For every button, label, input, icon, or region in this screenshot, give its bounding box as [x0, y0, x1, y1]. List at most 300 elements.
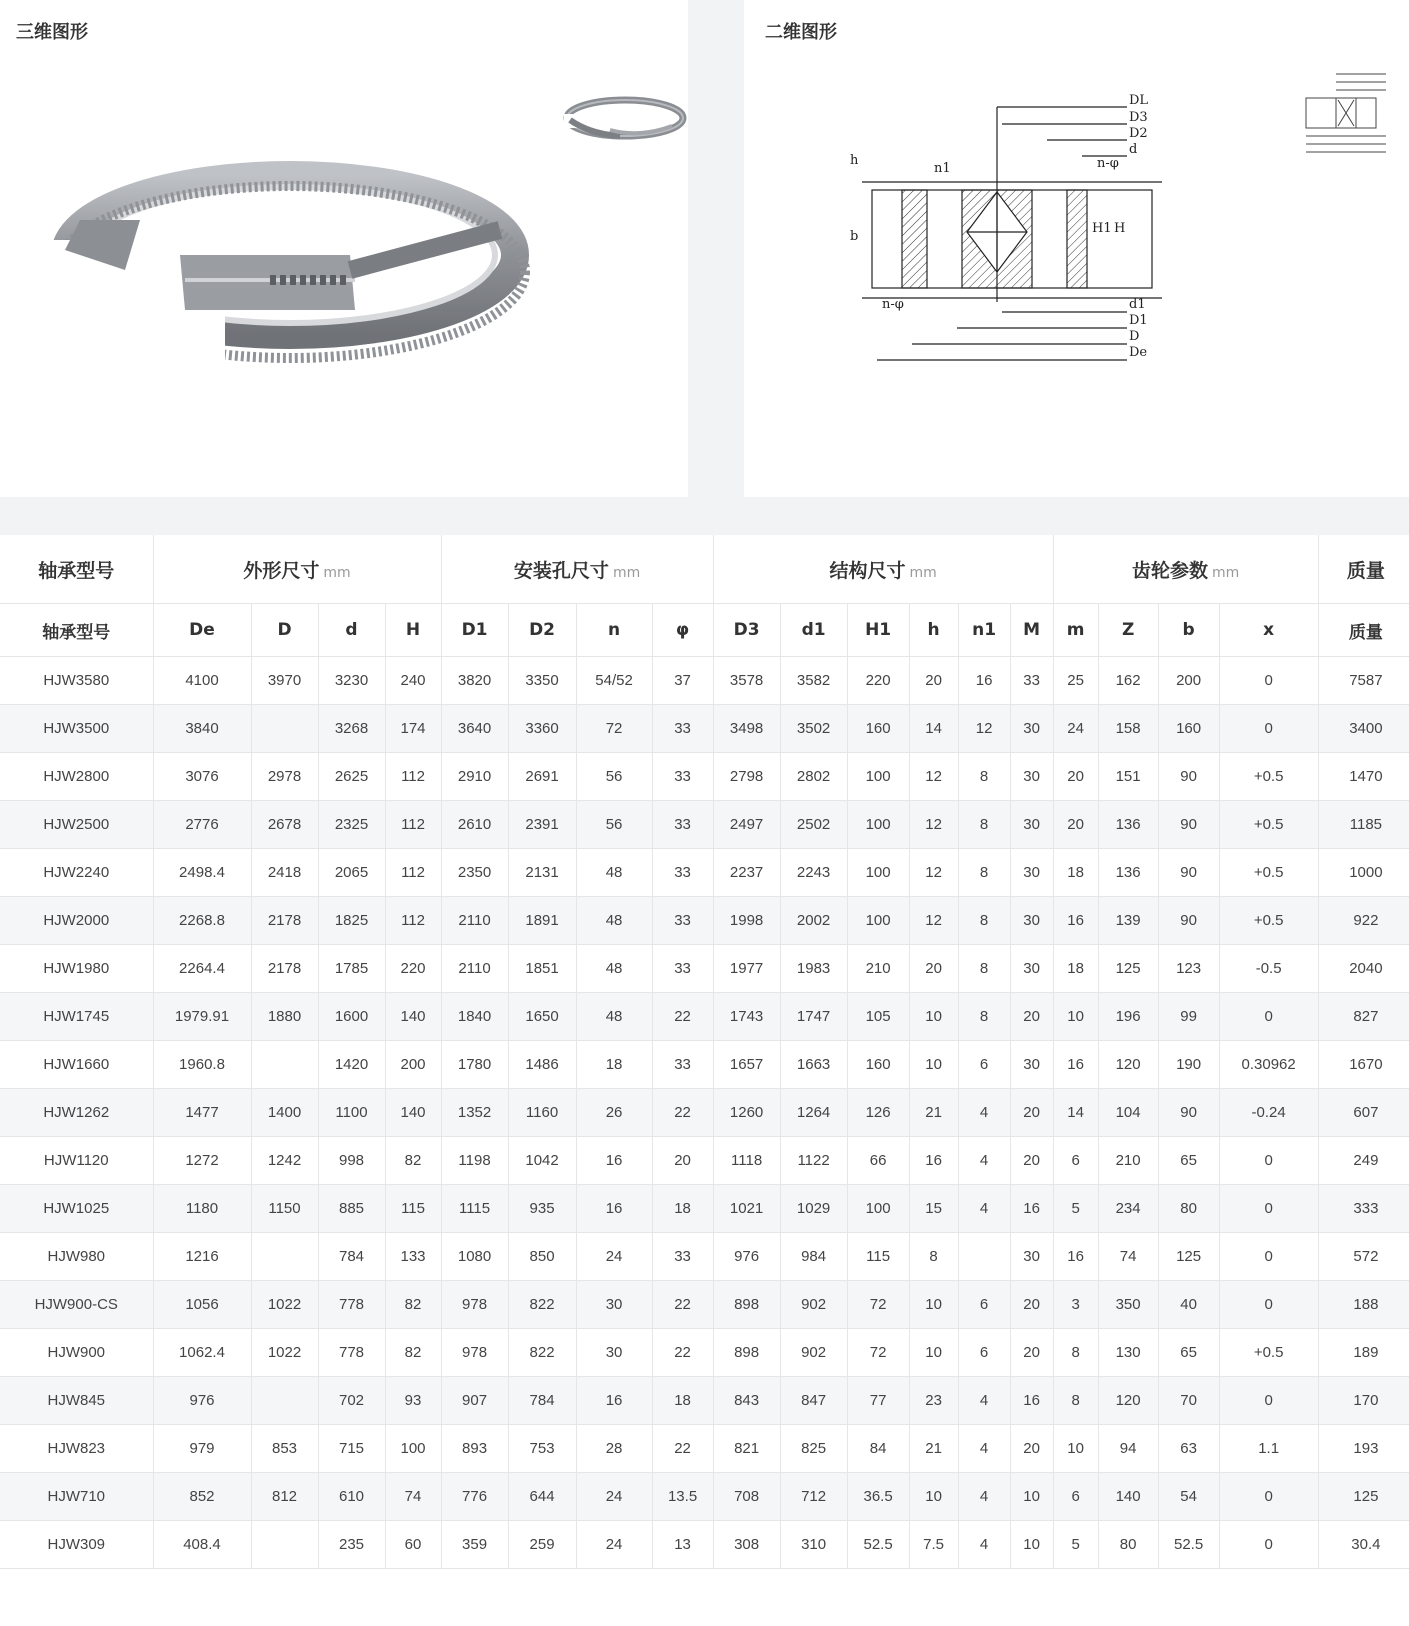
table-cell: 1663 — [780, 1041, 847, 1089]
table-cell — [958, 1233, 1010, 1281]
table-cell: 65 — [1158, 1137, 1219, 1185]
column-header: Z — [1098, 604, 1158, 657]
table-cell: 196 — [1098, 993, 1158, 1041]
table-cell: 1242 — [251, 1137, 318, 1185]
dim-label-H: H — [1114, 221, 1126, 236]
table-cell: 33 — [1010, 657, 1053, 705]
table-cell: 3268 — [318, 705, 385, 753]
table-cell: 6 — [1053, 1137, 1098, 1185]
table-cell: 852 — [153, 1473, 251, 1521]
table-cell: 1122 — [780, 1137, 847, 1185]
table-cell: 12 — [958, 705, 1010, 753]
table-cell: 2243 — [780, 849, 847, 897]
table-cell: 0 — [1219, 657, 1318, 705]
table-cell: 6 — [958, 1281, 1010, 1329]
table-cell: 3578 — [713, 657, 780, 705]
table-cell: 104 — [1098, 1089, 1158, 1137]
table-cell: 125 — [1098, 945, 1158, 993]
column-header: b — [1158, 604, 1219, 657]
column-header: D3 — [713, 604, 780, 657]
model-cell: HJW3580 — [0, 657, 153, 705]
table-cell: 30 — [1010, 753, 1053, 801]
table-cell: 4100 — [153, 657, 251, 705]
table-cell: 1264 — [780, 1089, 847, 1137]
group-header-outline: 外形尺寸 mm — [153, 535, 441, 604]
table-cell: 30.4 — [1318, 1521, 1409, 1569]
table-cell: 20 — [1053, 801, 1098, 849]
table-cell — [251, 1041, 318, 1089]
3d-thumbnail[interactable] — [560, 90, 690, 150]
table-cell: 1400 — [251, 1089, 318, 1137]
model-cell: HJW900-CS — [0, 1281, 153, 1329]
table-cell: 90 — [1158, 753, 1219, 801]
table-cell: 20 — [1010, 1281, 1053, 1329]
dim-label-n-phi-top: n-φ — [1097, 156, 1119, 171]
table-cell: 22 — [652, 1425, 713, 1473]
table-cell: 90 — [1158, 849, 1219, 897]
table-cell: 1657 — [713, 1041, 780, 1089]
table-cell: 56 — [576, 753, 652, 801]
table-cell: 4 — [958, 1473, 1010, 1521]
column-header: 质量 — [1318, 604, 1409, 657]
model-cell: HJW309 — [0, 1521, 153, 1569]
model-cell: HJW710 — [0, 1473, 153, 1521]
table-cell: 3820 — [441, 657, 508, 705]
table-row — [0, 1377, 1409, 1425]
table-cell: 1891 — [508, 897, 576, 945]
table-cell: 10 — [1010, 1521, 1053, 1569]
table-cell: 893 — [441, 1425, 508, 1473]
table-cell: 16 — [1010, 1377, 1053, 1425]
model-cell: HJW823 — [0, 1425, 153, 1473]
table-cell: 16 — [1053, 1041, 1098, 1089]
table-cell: 8 — [958, 801, 1010, 849]
table-cell: 16 — [909, 1137, 958, 1185]
table-cell: 1960.8 — [153, 1041, 251, 1089]
model-cell: HJW845 — [0, 1377, 153, 1425]
group-header-structure: 结构尺寸 mm — [713, 535, 1053, 604]
2d-figure-panel — [744, 0, 1409, 497]
table-cell: 408.4 — [153, 1521, 251, 1569]
table-cell: 2978 — [251, 753, 318, 801]
table-cell: 2802 — [780, 753, 847, 801]
table-cell: 24 — [576, 1473, 652, 1521]
table-row — [0, 1425, 1409, 1473]
table-cell: 0 — [1219, 1281, 1318, 1329]
table-cell: 33 — [652, 897, 713, 945]
table-cell: 30 — [1010, 1233, 1053, 1281]
dim-label-h: h — [850, 153, 859, 168]
table-cell: 2237 — [713, 849, 780, 897]
column-header: D — [251, 604, 318, 657]
table-cell: 15 — [909, 1185, 958, 1233]
table-cell: +0.5 — [1219, 1329, 1318, 1377]
table-cell: 100 — [847, 897, 909, 945]
table-cell: 48 — [576, 945, 652, 993]
table-cell: 0 — [1219, 1377, 1318, 1425]
table-row — [0, 705, 1409, 753]
model-cell: HJW2500 — [0, 801, 153, 849]
table-cell: 18 — [1053, 945, 1098, 993]
table-cell: 82 — [385, 1137, 441, 1185]
table-cell: 1216 — [153, 1233, 251, 1281]
table-cell: 4 — [958, 1425, 1010, 1473]
table-cell: 1600 — [318, 993, 385, 1041]
table-cell: 12 — [909, 849, 958, 897]
group-header-row — [0, 535, 1409, 604]
table-cell: 2325 — [318, 801, 385, 849]
table-cell: 2110 — [441, 945, 508, 993]
table-cell: 1160 — [508, 1089, 576, 1137]
table-cell: 33 — [652, 1041, 713, 1089]
column-header: H1 — [847, 604, 909, 657]
table-cell: 10 — [1010, 1473, 1053, 1521]
table-cell: 13 — [652, 1521, 713, 1569]
table-cell: 984 — [780, 1233, 847, 1281]
table-cell: 105 — [847, 993, 909, 1041]
table-cell: 48 — [576, 897, 652, 945]
table-cell: 18 — [652, 1185, 713, 1233]
table-cell: 160 — [1158, 705, 1219, 753]
table-cell: 16 — [576, 1185, 652, 1233]
table-cell: 1825 — [318, 897, 385, 945]
table-cell: -0.5 — [1219, 945, 1318, 993]
column-header: h — [909, 604, 958, 657]
table-cell: 10 — [1053, 1425, 1098, 1473]
table-cell: 898 — [713, 1281, 780, 1329]
table-cell: 16 — [576, 1137, 652, 1185]
column-header: 轴承型号 — [0, 604, 153, 657]
table-cell: 112 — [385, 753, 441, 801]
table-cell: 843 — [713, 1377, 780, 1425]
table-cell: 10 — [909, 1473, 958, 1521]
table-cell: 5 — [1053, 1521, 1098, 1569]
table-cell: 1470 — [1318, 753, 1409, 801]
table-cell: 74 — [1098, 1233, 1158, 1281]
table-cell: 20 — [652, 1137, 713, 1185]
table-cell: 907 — [441, 1377, 508, 1425]
table-cell: 825 — [780, 1425, 847, 1473]
table-cell: 10 — [1053, 993, 1098, 1041]
table-cell: 1185 — [1318, 801, 1409, 849]
table-cell: 1022 — [251, 1329, 318, 1377]
table-cell — [251, 1377, 318, 1425]
column-header-row — [0, 604, 1409, 657]
table-cell: 6 — [958, 1329, 1010, 1377]
table-cell: 1062.4 — [153, 1329, 251, 1377]
dim-label-D2: D2 — [1129, 126, 1148, 141]
table-cell: 0 — [1219, 1185, 1318, 1233]
table-cell: 140 — [1098, 1473, 1158, 1521]
table-cell: 1080 — [441, 1233, 508, 1281]
table-cell: 54/52 — [576, 657, 652, 705]
table-cell: 140 — [385, 1089, 441, 1137]
table-cell: 784 — [508, 1377, 576, 1425]
table-cell: 77 — [847, 1377, 909, 1425]
table-cell: 4 — [958, 1377, 1010, 1425]
table-cell: 822 — [508, 1281, 576, 1329]
table-cell: 160 — [847, 705, 909, 753]
table-cell: 0 — [1219, 1137, 1318, 1185]
table-cell: 1180 — [153, 1185, 251, 1233]
table-row — [0, 1089, 1409, 1137]
table-cell: +0.5 — [1219, 897, 1318, 945]
table-cell: 1000 — [1318, 849, 1409, 897]
table-cell: 902 — [780, 1281, 847, 1329]
table-row — [0, 801, 1409, 849]
table-cell: 8 — [958, 945, 1010, 993]
table-cell: 24 — [576, 1521, 652, 1569]
table-cell: 28 — [576, 1425, 652, 1473]
table-cell: 1100 — [318, 1089, 385, 1137]
table-cell: 978 — [441, 1329, 508, 1377]
table-cell: 125 — [1158, 1233, 1219, 1281]
table-cell: 20 — [1010, 1089, 1053, 1137]
table-cell: 136 — [1098, 801, 1158, 849]
table-cell: 65 — [1158, 1329, 1219, 1377]
column-header: De — [153, 604, 251, 657]
table-cell: 24 — [1053, 705, 1098, 753]
table-row — [0, 1473, 1409, 1521]
table-cell: 3350 — [508, 657, 576, 705]
table-cell: 162 — [1098, 657, 1158, 705]
table-cell: 898 — [713, 1329, 780, 1377]
table-cell: 2178 — [251, 897, 318, 945]
table-cell: 200 — [385, 1041, 441, 1089]
group-header-mounting: 安装孔尺寸 mm — [441, 535, 713, 604]
table-cell: 125 — [1318, 1473, 1409, 1521]
dim-label-n-phi-bottom: n-φ — [882, 297, 904, 312]
section-gap — [0, 497, 1409, 535]
table-cell: 80 — [1098, 1521, 1158, 1569]
table-cell: 259 — [508, 1521, 576, 1569]
table-cell: 10 — [909, 1329, 958, 1377]
table-cell: 151 — [1098, 753, 1158, 801]
table-cell: 100 — [847, 849, 909, 897]
table-cell: 4 — [958, 1089, 1010, 1137]
table-cell: 60 — [385, 1521, 441, 1569]
table-cell: 10 — [909, 1041, 958, 1089]
table-cell: 8 — [958, 897, 1010, 945]
table-cell: 100 — [847, 1185, 909, 1233]
table-row — [0, 1185, 1409, 1233]
table-cell: 82 — [385, 1281, 441, 1329]
table-cell: 115 — [847, 1233, 909, 1281]
table-cell: 26 — [576, 1089, 652, 1137]
2d-thumbnail[interactable] — [1296, 72, 1388, 158]
table-cell: 220 — [847, 657, 909, 705]
table-cell: 112 — [385, 897, 441, 945]
table-cell: 210 — [1098, 1137, 1158, 1185]
2d-figure-title: 二维图形 — [765, 22, 837, 43]
table-cell: 8 — [958, 993, 1010, 1041]
table-cell: 30 — [1010, 1041, 1053, 1089]
table-cell: 112 — [385, 849, 441, 897]
table-cell: 12 — [909, 753, 958, 801]
table-row — [0, 945, 1409, 993]
table-cell: 20 — [1010, 1137, 1053, 1185]
table-cell: 1118 — [713, 1137, 780, 1185]
table-cell: 80 — [1158, 1185, 1219, 1233]
table-cell: 188 — [1318, 1281, 1409, 1329]
table-cell: 23 — [909, 1377, 958, 1425]
table-row — [0, 1521, 1409, 1569]
table-cell: 1198 — [441, 1137, 508, 1185]
table-cell: 4 — [958, 1137, 1010, 1185]
table-cell: 0 — [1219, 1233, 1318, 1281]
table-cell: 20 — [1010, 993, 1053, 1041]
table-cell: 2065 — [318, 849, 385, 897]
table-cell: 136 — [1098, 849, 1158, 897]
figure-area — [0, 0, 1409, 497]
table-cell: 126 — [847, 1089, 909, 1137]
table-cell: 74 — [385, 1473, 441, 1521]
table-cell: 190 — [1158, 1041, 1219, 1089]
table-cell: 72 — [847, 1281, 909, 1329]
dim-label-DL: DL — [1129, 93, 1149, 108]
table-cell: 16 — [1010, 1185, 1053, 1233]
table-cell: 20 — [1010, 1425, 1053, 1473]
table-cell: 3360 — [508, 705, 576, 753]
table-cell: 18 — [576, 1041, 652, 1089]
table-cell: 1670 — [1318, 1041, 1409, 1089]
model-cell: HJW900 — [0, 1329, 153, 1377]
table-row — [0, 657, 1409, 705]
table-cell: 3 — [1053, 1281, 1098, 1329]
table-cell: 607 — [1318, 1089, 1409, 1137]
table-cell: 2264.4 — [153, 945, 251, 993]
table-cell: 82 — [385, 1329, 441, 1377]
table-cell: 2131 — [508, 849, 576, 897]
table-cell: 979 — [153, 1425, 251, 1473]
table-cell: 30 — [1010, 945, 1053, 993]
table-cell: 112 — [385, 801, 441, 849]
table-cell: 66 — [847, 1137, 909, 1185]
table-cell: 10 — [909, 993, 958, 1041]
table-cell: 21 — [909, 1089, 958, 1137]
table-cell: 8 — [958, 753, 1010, 801]
table-cell: 115 — [385, 1185, 441, 1233]
table-cell: 1420 — [318, 1041, 385, 1089]
table-cell: 72 — [576, 705, 652, 753]
table-cell: 2625 — [318, 753, 385, 801]
table-cell: 976 — [713, 1233, 780, 1281]
table-cell: 2910 — [441, 753, 508, 801]
table-cell: 0 — [1219, 1473, 1318, 1521]
column-header: n1 — [958, 604, 1010, 657]
table-cell: 2110 — [441, 897, 508, 945]
table-cell: 20 — [1053, 753, 1098, 801]
table-cell: 123 — [1158, 945, 1219, 993]
table-cell: 2502 — [780, 801, 847, 849]
table-cell: 14 — [1053, 1089, 1098, 1137]
model-cell: HJW2000 — [0, 897, 153, 945]
table-cell: 8 — [1053, 1329, 1098, 1377]
table-cell: 1272 — [153, 1137, 251, 1185]
table-cell: 10 — [909, 1281, 958, 1329]
table-cell: 30 — [1010, 705, 1053, 753]
table-cell: 778 — [318, 1329, 385, 1377]
table-cell: 18 — [652, 1377, 713, 1425]
table-cell: 3230 — [318, 657, 385, 705]
table-cell: 12 — [909, 897, 958, 945]
table-cell: 120 — [1098, 1041, 1158, 1089]
table-cell: 1022 — [251, 1281, 318, 1329]
3d-figure-title: 三维图形 — [16, 22, 88, 43]
table-row — [0, 753, 1409, 801]
table-cell: 33 — [652, 1233, 713, 1281]
table-cell: 885 — [318, 1185, 385, 1233]
table-cell: 90 — [1158, 1089, 1219, 1137]
table-cell: 2678 — [251, 801, 318, 849]
table-cell: 2610 — [441, 801, 508, 849]
table-cell: 2497 — [713, 801, 780, 849]
table-cell: 1352 — [441, 1089, 508, 1137]
table-cell: 193 — [1318, 1425, 1409, 1473]
model-cell: HJW1025 — [0, 1185, 153, 1233]
table-cell: 2391 — [508, 801, 576, 849]
table-cell: 120 — [1098, 1377, 1158, 1425]
table-cell: 935 — [508, 1185, 576, 1233]
table-cell: 812 — [251, 1473, 318, 1521]
table-cell: 90 — [1158, 801, 1219, 849]
table-cell: 63 — [1158, 1425, 1219, 1473]
model-cell: HJW1745 — [0, 993, 153, 1041]
table-cell: 922 — [1318, 897, 1409, 945]
table-cell: +0.5 — [1219, 801, 1318, 849]
table-cell: 4 — [958, 1185, 1010, 1233]
table-cell: 2002 — [780, 897, 847, 945]
model-cell: HJW980 — [0, 1233, 153, 1281]
table-cell: 33 — [652, 801, 713, 849]
table-cell: 4 — [958, 1521, 1010, 1569]
table-cell: 16 — [958, 657, 1010, 705]
table-cell: 8 — [1053, 1377, 1098, 1425]
table-cell: 1260 — [713, 1089, 780, 1137]
table-cell: 139 — [1098, 897, 1158, 945]
dim-label-d1: d1 — [1129, 297, 1146, 312]
table-cell: 5 — [1053, 1185, 1098, 1233]
table-cell: 70 — [1158, 1377, 1219, 1425]
table-cell: 712 — [780, 1473, 847, 1521]
table-cell: 240 — [385, 657, 441, 705]
table-cell: 52.5 — [847, 1521, 909, 1569]
table-cell: 33 — [652, 945, 713, 993]
table-cell: 1042 — [508, 1137, 576, 1185]
table-cell: 33 — [652, 753, 713, 801]
table-cell: 72 — [847, 1329, 909, 1377]
table-body — [0, 657, 1409, 1569]
table-cell: 1056 — [153, 1281, 251, 1329]
table-cell: 1983 — [780, 945, 847, 993]
table-cell: 1150 — [251, 1185, 318, 1233]
table-cell: 1851 — [508, 945, 576, 993]
table-cell: 170 — [1318, 1377, 1409, 1425]
table-cell: 25 — [1053, 657, 1098, 705]
table-cell: -0.24 — [1219, 1089, 1318, 1137]
table-cell: 37 — [652, 657, 713, 705]
table-cell: 3970 — [251, 657, 318, 705]
column-header: d1 — [780, 604, 847, 657]
model-cell: HJW2240 — [0, 849, 153, 897]
dim-label-H1: H1 — [1092, 221, 1112, 236]
table-cell: 12 — [909, 801, 958, 849]
table-cell: 847 — [780, 1377, 847, 1425]
table-cell: 3640 — [441, 705, 508, 753]
table-row — [0, 993, 1409, 1041]
table-cell: 6 — [1053, 1473, 1098, 1521]
table-cell: 0 — [1219, 1521, 1318, 1569]
